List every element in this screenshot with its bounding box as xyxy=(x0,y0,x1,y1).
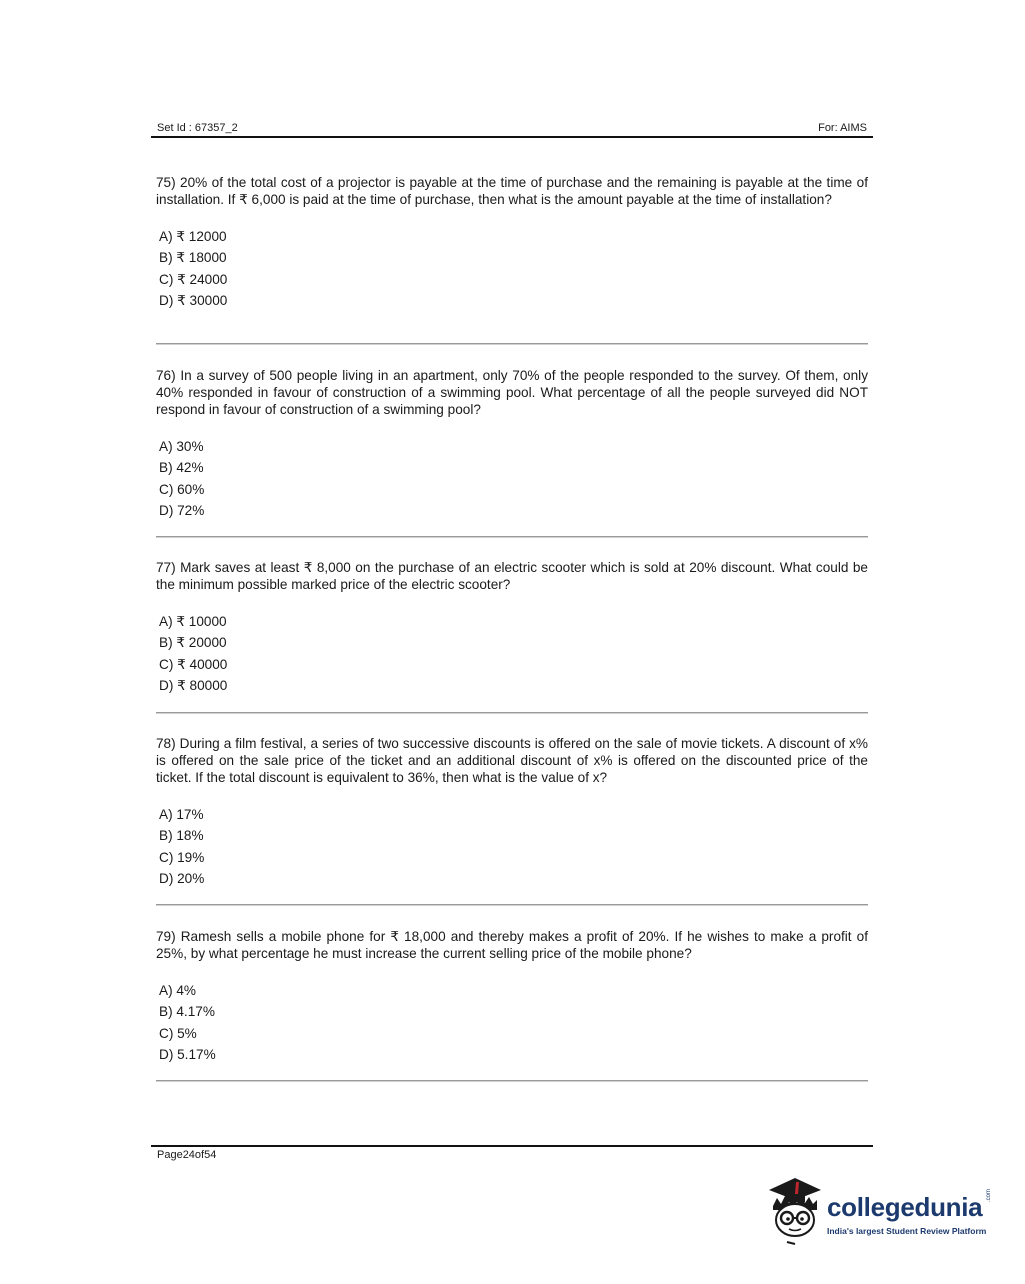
question-75 xyxy=(156,174,868,311)
options-list xyxy=(156,980,868,1065)
question-text: 75) 20% of the total cost of a projector is payable at the time of purchase and the remaining is payable at the time of installation. If ₹ 6,000 is paid at the time of purchase, then what is the amount payable at the time of installation? xyxy=(156,175,868,207)
options-list xyxy=(156,436,868,521)
question-text: 76) In a survey of 500 people living in an apartment, only 70% of the people responded to the survey. Of them, only 40% responded in favour of construction of a swimming pool. What percentage of all the people surveyed did NOT respond in favour of construction of a swimming pool? xyxy=(156,368,868,417)
option-c: C) ₹ 40000 xyxy=(159,656,228,672)
option-c: C) ₹ 24000 xyxy=(159,271,228,287)
option-c: C) 60% xyxy=(159,481,205,497)
question-text: 78) During a film festival, a series of two successive discounts is offered on the sale of movie tickets. A discount of x% is offered on the sale price of the ticket and an additional discount of x% is offered on the discounted price of the ticket. If the total discount is equivalent to 36%, then what is the value of x? xyxy=(156,736,868,785)
exam-for: For: AIMS xyxy=(818,122,867,134)
footer-rule xyxy=(151,1145,873,1147)
options-list xyxy=(156,611,868,696)
brand-dotcom: .com xyxy=(986,1188,992,1202)
option-a: A) 17% xyxy=(159,807,204,822)
question-text: 77) Mark saves at least ₹ 8,000 on the purchase of an electric scooter which is sold at 20% discount. What could be the minimum possible marked price of the electric scooter? xyxy=(156,560,868,592)
option-b: B) 4.17% xyxy=(159,1004,215,1020)
option-a: A) 30% xyxy=(159,439,204,454)
student-mascot-icon xyxy=(765,1176,825,1246)
option-c: C) 19% xyxy=(159,849,205,865)
option-b: B) ₹ 18000 xyxy=(159,250,227,266)
page-number: Page24of54 xyxy=(157,1149,217,1161)
question-79 xyxy=(156,928,868,1065)
option-d: D) 72% xyxy=(159,502,205,518)
option-a: A) ₹ 12000 xyxy=(159,229,227,244)
options-list xyxy=(156,804,868,889)
divider xyxy=(156,343,868,344)
option-b: B) ₹ 20000 xyxy=(159,635,227,651)
option-d: D) 20% xyxy=(159,870,205,886)
set-id: Set Id : 67357_2 xyxy=(157,122,238,134)
divider xyxy=(156,712,868,713)
option-b: B) 18% xyxy=(159,828,204,844)
option-c: C) 5% xyxy=(159,1025,197,1041)
option-b: B) 42% xyxy=(159,460,204,476)
question-77 xyxy=(156,559,868,696)
divider xyxy=(156,1080,868,1081)
option-d: D) 5.17% xyxy=(159,1046,216,1062)
divider xyxy=(156,536,868,537)
option-a: A) ₹ 10000 xyxy=(159,614,227,629)
question-78 xyxy=(156,735,868,889)
page-header xyxy=(151,120,873,138)
brand-tagline: India's largest Student Review Platform xyxy=(827,1226,987,1236)
divider xyxy=(156,904,868,905)
question-text: 79) Ramesh sells a mobile phone for ₹ 18,000 and thereby makes a profit of 20%. If he wishes to make a profit of 25%, by what percentage he must increase the current selling price of the mobile phone? xyxy=(156,929,868,961)
option-a: A) 4% xyxy=(159,983,197,998)
question-76 xyxy=(156,367,868,521)
collegedunia-logo xyxy=(765,1176,995,1246)
brand-name: collegedunia xyxy=(827,1192,983,1222)
option-d: D) ₹ 80000 xyxy=(159,677,228,693)
option-d: D) ₹ 30000 xyxy=(159,292,228,308)
options-list xyxy=(156,226,868,311)
